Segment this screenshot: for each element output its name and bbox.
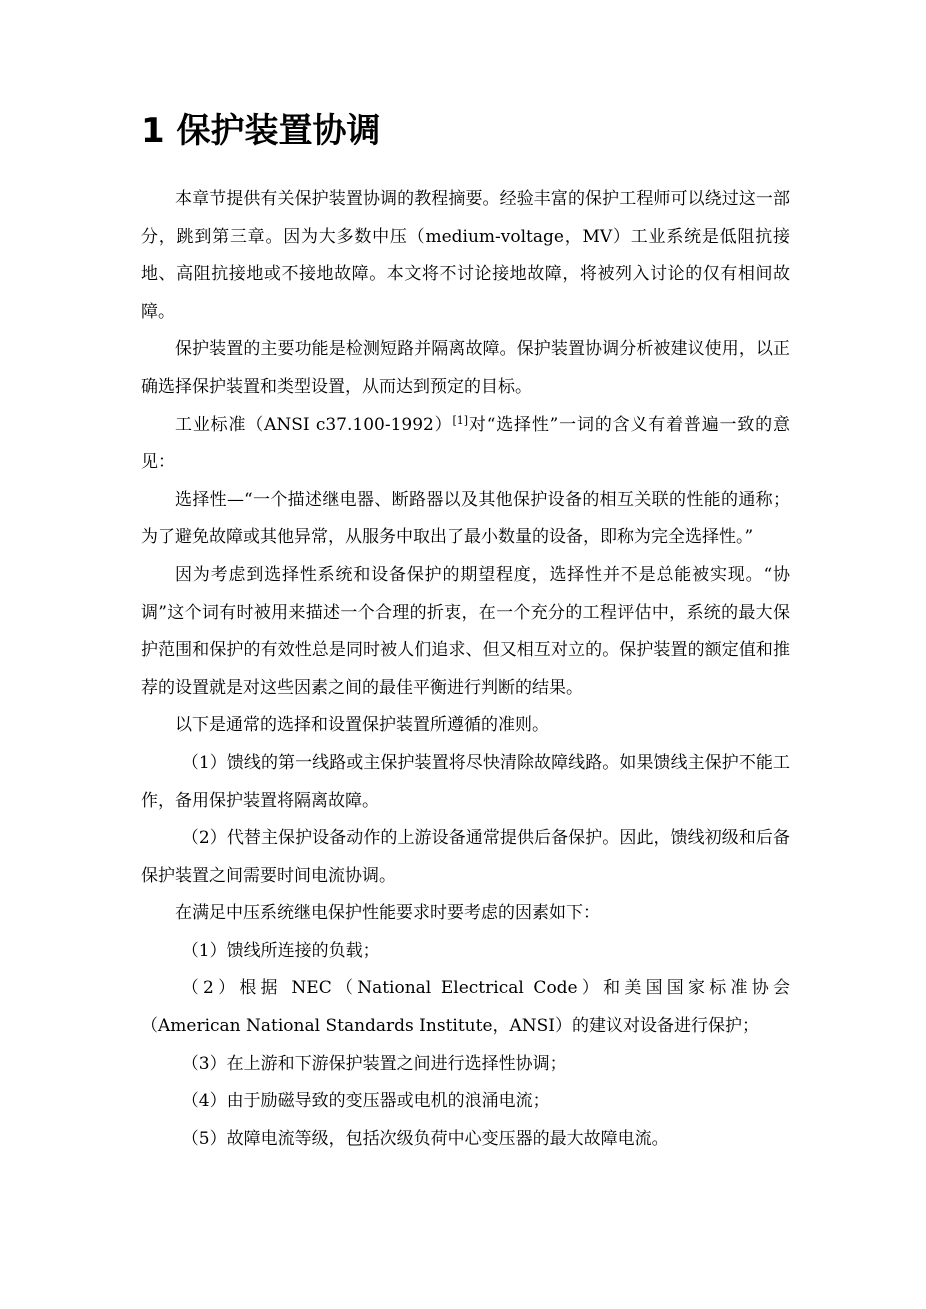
chapter-heading: 1 保护装置协调 — [141, 111, 381, 151]
factor-item: （2）根据 NEC（National Electrical Code）和美国国家标准协会（American National Standards Institute，ANSI）的建议对设备进行保护； — [141, 978, 790, 1037]
paragraph-coordination: 因为考虑到选择性系统和设备保护的期望程度，选择性并不是总能被实现。“协调”这个词有时被用来描述一个合理的折衷，在一个充分的工程评估中，系统的最大保护范围和保护的有效性总是同时被人们追求、但又相互对立的。保护装置的额定值和推荐的设置就是对这些因素之间的最佳平衡进行判断的结果。 — [141, 564, 790, 698]
paragraph-main-function: 保护装置的主要功能是检测短路并隔离故障。保护装置协调分析被建议使用，以正确选择保护装置和类型设置，从而达到预定的目标。 — [141, 339, 790, 397]
rule-item: （1）馈线的第一线路或主保护装置将尽快清除故障线路。如果馈线主保护不能工作，备用保护装置将隔离故障。 — [141, 752, 790, 811]
rule-item: （2）代替主保护设备动作的上游设备通常提供后备保护。因此，馈线初级和后备保护装置之间需要时间电流协调。 — [141, 828, 790, 886]
paragraph-selectivity-definition: 选择性—“一个描述继电器、断路器以及其他保护设备的相互关联的性能的通称；为了避免故障或其他异常，从服务中取出了最小数量的设备，即称为完全选择性。” — [141, 489, 790, 548]
paragraph-criteria-intro: 以下是通常的选择和设置保护装置所遵循的准则。 — [175, 715, 549, 736]
factor-item: （1）馈线所连接的负载； — [181, 940, 380, 961]
paragraph-intro: 本章节提供有关保护装置协调的教程摘要。经验丰富的保护工程师可以绕过这一部分，跳到第三章。因为大多数中压（medium-voltage，MV）工业系统是低阻抗接地、高阻抗接地或不接地故障。本文将不讨论接地故障，将被列入讨论的仅有相间故障。 — [141, 189, 790, 322]
document-body — [141, 181, 790, 1158]
factor-item: （5）故障电流等级，包括次级负荷中心变压器的最大故障电流。 — [181, 1128, 669, 1149]
paragraph-factors-intro: 在满足中压系统继电保护性能要求时要考虑的因素如下： — [175, 903, 600, 924]
factor-item: （4）由于励磁导致的变压器或电机的浪涌电流； — [181, 1091, 550, 1112]
paragraph-standard — [141, 407, 790, 482]
standard-text: 工业标准（ANSI c37.100-1992） — [175, 414, 453, 435]
citation-marker: [1] — [452, 413, 469, 427]
factor-item: （3）在上游和下游保护装置之间进行选择性协调； — [181, 1053, 567, 1074]
standard-text-continued: 对“选择性”一词的含义有着普遍一致的意见： — [141, 414, 790, 473]
